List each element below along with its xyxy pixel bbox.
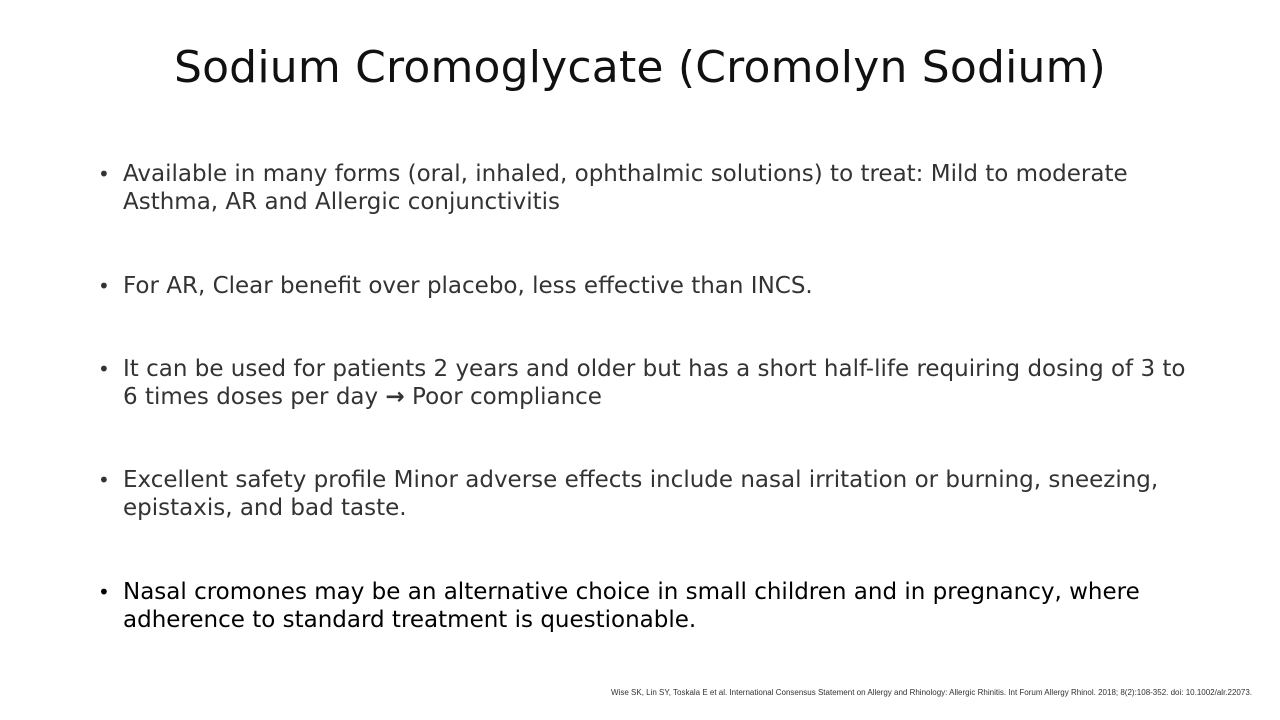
bullet-dot-icon: •: [98, 162, 110, 186]
bullet-text-consequence: Poor compliance: [412, 384, 602, 410]
arrow-right-icon: →: [385, 384, 405, 410]
bullet-text: For AR, Clear benefit over placebo, less effective than INCS.: [123, 273, 813, 299]
bullet-item-ar-benefit: [98, 272, 813, 300]
bullet-text: Available in many forms (oral, inhaled, ophthalmic solutions) to treat: Mild to moderate Asthma, AR and Allergic conjunctivitis: [123, 161, 1128, 215]
bullet-text: Excellent safety profile Minor adverse effects include nasal irritation or burning, sneezing, epistaxis, and bad taste.: [123, 467, 1159, 521]
bullet-item-forms: [98, 160, 1188, 216]
bullet-dot-icon: •: [98, 274, 110, 298]
bullet-text: Nasal cromones may be an alternative choice in small children and in pregnancy, where adherence to standard treatment is questionable.: [123, 579, 1140, 633]
bullet-dot-icon: •: [98, 580, 110, 604]
citation-reference: Wise SK, Lin SY, Toskala E et al. International Consensus Statement on Allergy and Rhinology: Allergic Rhinitis. Int Forum Allergy Rhinol. 2018; 8(2):108-352. doi: 10.1002/alr.22073.: [611, 688, 1252, 697]
slide-title: Sodium Cromoglycate (Cromolyn Sodium): [173, 42, 1107, 93]
bullet-dot-icon: •: [98, 357, 110, 381]
bullet-text: It can be used for patients 2 years and older but has a short half-life requiring dosing of 3 to 6 times doses per day: [123, 356, 1186, 410]
bullet-item-dosing: [98, 355, 1188, 411]
bullet-item-alternative: [98, 578, 1188, 634]
bullet-dot-icon: •: [98, 468, 110, 492]
bullet-item-safety: [98, 466, 1188, 522]
